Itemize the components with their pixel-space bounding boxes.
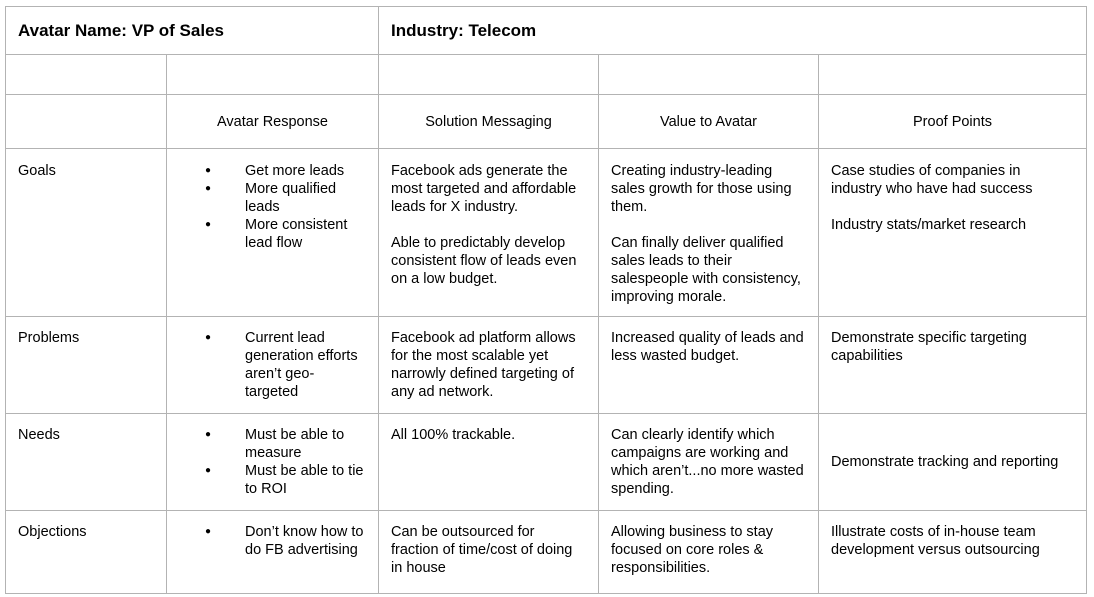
cell-paragraph: Facebook ads generate the most targeted and affordable leads for X industry.	[391, 163, 577, 215]
blank-cell[interactable]	[599, 55, 819, 95]
proof-points-cell[interactable]	[819, 511, 1087, 594]
proof-points-cell[interactable]	[819, 414, 1087, 511]
row-label-objections[interactable]: Objections	[6, 511, 167, 594]
list-item: ● Get more leads	[245, 162, 366, 180]
solution-messaging-cell[interactable]	[379, 511, 599, 594]
row-label-problems[interactable]: Problems	[6, 317, 167, 414]
table-row	[6, 317, 1087, 414]
cell-paragraph: Industry stats/market research	[831, 217, 1027, 233]
proof-points-cell[interactable]	[819, 317, 1087, 414]
bullet-list	[179, 329, 366, 401]
cell-paragraph: Can finally deliver qualified sales leads to their salespeople with consistency, improving morale.	[611, 235, 801, 305]
cell-paragraph: Can be outsourced for fraction of time/cost of doing in house	[391, 524, 573, 576]
blank-cell[interactable]	[6, 55, 167, 95]
list-item: ● More qualified leads	[245, 180, 366, 216]
avatar-name-cell[interactable]: Avatar Name: VP of Sales	[6, 7, 379, 55]
avatar-table	[5, 6, 1087, 594]
cell-paragraph: Facebook ad platform allows for the most scalable yet narrowly defined targeting of any ad network.	[391, 330, 576, 400]
cell-paragraph: Illustrate costs of in-house team development versus outsourcing	[831, 524, 1040, 558]
blank-cell[interactable]	[167, 55, 379, 95]
list-item: ● Don’t know how to do FB advertising	[245, 523, 366, 559]
cell-paragraph: Allowing business to stay focused on core roles & responsibilities.	[611, 524, 774, 576]
blank-cell[interactable]	[379, 55, 599, 95]
table-row	[6, 511, 1087, 594]
cell-paragraph: Increased quality of leads and less wasted budget.	[611, 330, 804, 364]
avatar-response-cell[interactable]	[167, 414, 379, 511]
value-to-avatar-cell[interactable]	[599, 414, 819, 511]
table-row	[6, 149, 1087, 317]
cell-paragraph: Creating industry-leading sales growth for those using them.	[611, 163, 792, 215]
value-to-avatar-cell[interactable]	[599, 317, 819, 414]
avatar-response-cell[interactable]	[167, 149, 379, 317]
bullet-list	[179, 523, 366, 559]
title-row	[6, 7, 1087, 55]
cell-paragraph: Demonstrate tracking and reporting	[831, 454, 1059, 470]
row-label-header-cell[interactable]	[6, 95, 167, 149]
table-row	[6, 414, 1087, 511]
list-item: ● More consistent lead flow	[245, 216, 366, 252]
solution-messaging-cell[interactable]	[379, 149, 599, 317]
cell-paragraph: All 100% trackable.	[391, 427, 516, 443]
row-label-goals[interactable]: Goals	[6, 149, 167, 317]
column-header-value-to-avatar[interactable]: Value to Avatar	[599, 95, 819, 149]
proof-points-cell[interactable]	[819, 149, 1087, 317]
cell-paragraph: Able to predictably develop consistent flow of leads even on a low budget.	[391, 235, 577, 287]
list-item: ● Must be able to measure	[245, 426, 366, 462]
row-label-needs[interactable]: Needs	[6, 414, 167, 511]
list-item: ● Must be able to tie to ROI	[245, 462, 366, 498]
avatar-response-cell[interactable]	[167, 511, 379, 594]
solution-messaging-cell[interactable]	[379, 317, 599, 414]
cell-paragraph: Can clearly identify which campaigns are working and which aren’t...no more wasted spending.	[611, 427, 804, 497]
industry-cell[interactable]: Industry: Telecom	[379, 7, 1087, 55]
column-header-solution-messaging[interactable]: Solution Messaging	[379, 95, 599, 149]
blank-row	[6, 55, 1087, 95]
solution-messaging-cell[interactable]	[379, 414, 599, 511]
bullet-list	[179, 426, 366, 498]
list-item: ● Current lead generation efforts aren’t geo-targeted	[245, 329, 366, 401]
value-to-avatar-cell[interactable]	[599, 149, 819, 317]
header-row	[6, 95, 1087, 149]
avatar-response-cell[interactable]	[167, 317, 379, 414]
cell-paragraph: Demonstrate specific targeting capabilities	[831, 330, 1027, 364]
blank-cell[interactable]	[819, 55, 1087, 95]
cell-paragraph: Case studies of companies in industry who have had success	[831, 163, 1033, 197]
column-header-avatar-response[interactable]: Avatar Response	[167, 95, 379, 149]
value-to-avatar-cell[interactable]	[599, 511, 819, 594]
column-header-proof-points[interactable]: Proof Points	[819, 95, 1087, 149]
bullet-list	[179, 162, 366, 252]
